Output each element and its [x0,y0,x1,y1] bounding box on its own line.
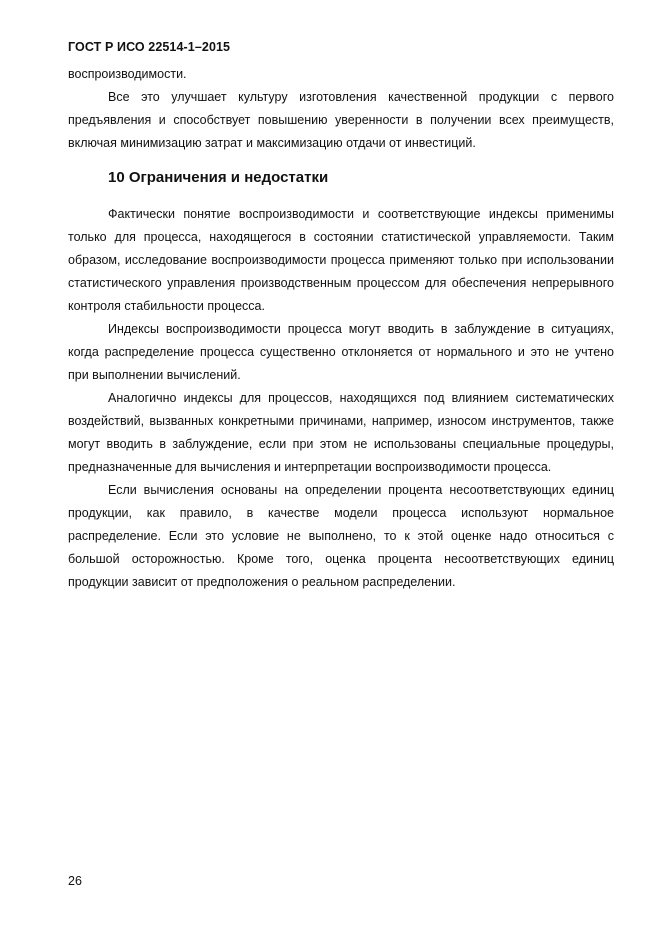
document-header-standard-id: ГОСТ Р ИСО 22514-1–2015 [68,40,231,54]
intro-paragraph: Все это улучшает культуру изготовления качественной продукции с первого предъявления и способствует повышению уверенности в получении всех преимуществ, включая минимизацию затрат и максимизацию отдачи от инвестиций. [68,90,614,150]
section-paragraph-3: Аналогично индексы для процессов, находящихся под влиянием систематических воздействий, вызванных конкретными причинами, например, износом инструментов, также могут вводить в заблуждение, если при этом не использованы специальные процедуры, предназначенные для вычисления и интерпретации воспроизводимости процесса. [68,391,614,474]
section-heading: 10 Ограничения и недостатки [108,169,329,186]
section-paragraph-1: Фактически понятие воспроизводимости и соответствующие индексы применимы только для процесса, находящегося в состоянии статистической управляемости. Таким образом, исследование воспроизводимости процесса применяют только при использовании статистического управления производственным процессом для обеспечения непрерывного контроля стабильности процесса. [68,207,614,313]
continuation-text: воспроизводимости. [68,67,187,81]
document-body [68,63,614,594]
section-paragraph-2: Индексы воспроизводимости процесса могут вводить в заблуждение в ситуациях, когда распределение процесса существенно отклоняется от нормального и это не учтено при выполнении вычислений. [68,322,614,382]
page-number: 26 [68,874,82,888]
section-paragraph-4: Если вычисления основаны на определении процента несоответствующих единиц продукции, как правило, в качестве модели процесса используют нормальное распределение. Если это условие не выполнено, то к этой оценке надо относиться с большой осторожностью. Кроме того, оценка процента несоответствующих единиц продукции зависит от предположения о реальном распределении. [68,483,614,589]
